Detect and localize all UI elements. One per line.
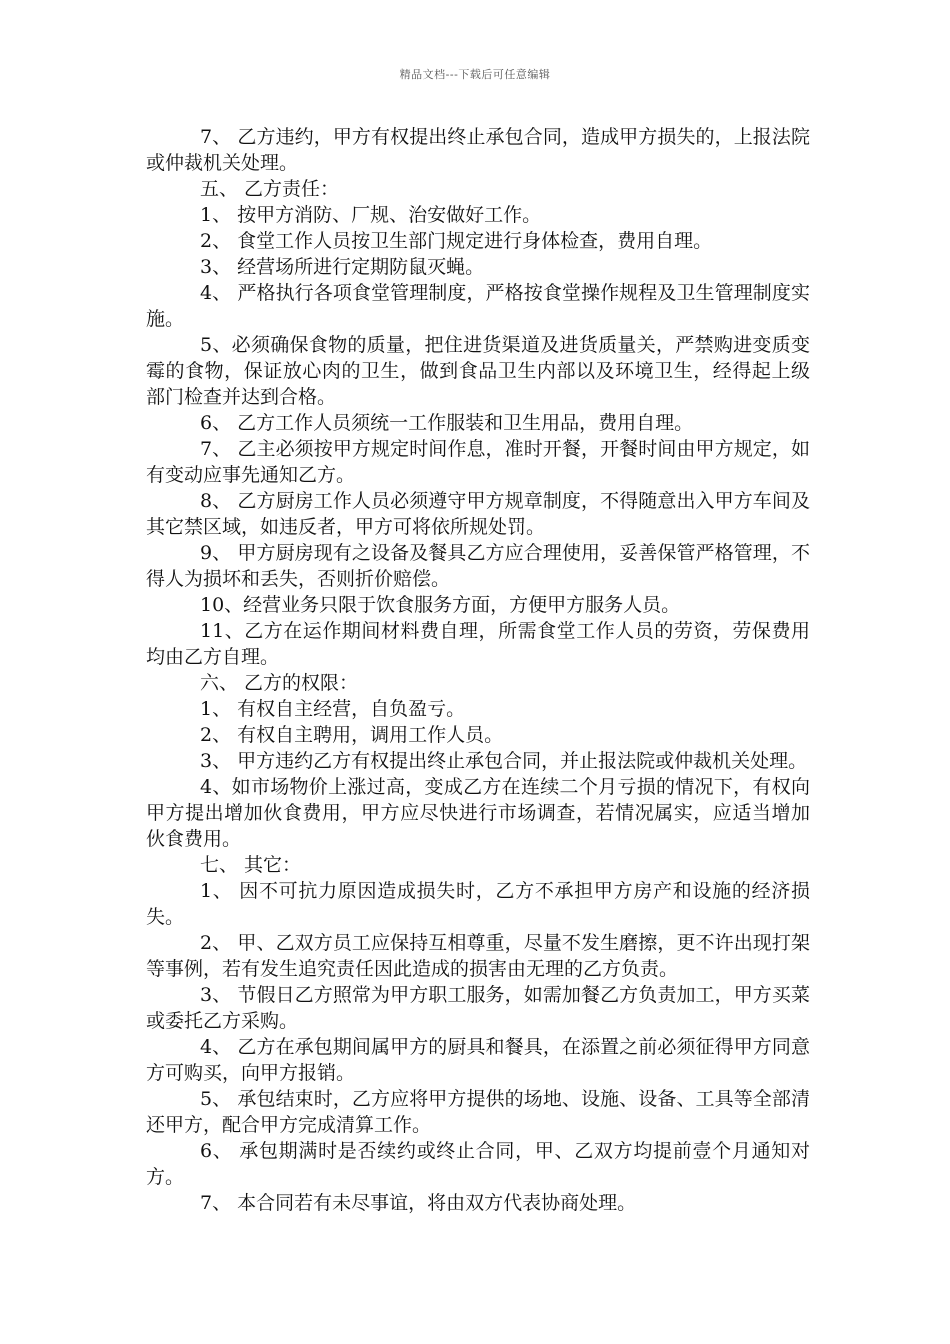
paragraph: 2、 甲、乙双方员工应保持互相尊重，尽量不发生磨擦，更不许出现打架等事例，若有发生追究责任因此造成的损害由无理的乙方负责。 [146, 932, 810, 980]
section-heading: 七、 其它： [200, 854, 302, 876]
paragraph: 11、乙方在运作期间材料费自理，所需食堂工作人员的劳资，劳保费用均由乙方自理。 [146, 620, 810, 668]
paragraph: 7、 本合同若有未尽事谊，将由双方代表协商处理。 [200, 1192, 637, 1214]
section-heading: 五、 乙方责任： [200, 178, 340, 200]
paragraph: 9、 甲方厨房现有之设备及餐具乙方应合理使用，妥善保管严格管理，不得人为损坏和丢失，否则折价赔偿。 [146, 542, 810, 590]
paragraph: 4、如市场物价上涨过高，变成乙方在连续二个月亏损的情况下，有权向甲方提出增加伙食费用，甲方应尽快进行市场调查，若情况属实，应适当增加伙食费用。 [146, 776, 810, 850]
paragraph: 5、必须确保食物的质量，把住进货渠道及进货质量关，严禁购进变质变霉的食物，保证放心肉的卫生，做到食品卫生内部以及环境卫生，经得起上级部门检查并达到合格。 [146, 334, 810, 408]
paragraph: 5、 承包结束时，乙方应将甲方提供的场地、设施、设备、工具等全部清还甲方，配合甲方完成清算工作。 [146, 1088, 810, 1136]
paragraph: 4、 严格执行各项食堂管理制度，严格按食堂操作规程及卫生管理制度实施。 [146, 282, 810, 330]
paragraph: 6、 乙方工作人员须统一工作服装和卫生用品，费用自理。 [200, 412, 694, 434]
section-heading: 六、 乙方的权限： [200, 672, 359, 694]
paragraph: 8、 乙方厨房工作人员必须遵守甲方规章制度，不得随意出入甲方车间及其它禁区域，如违反者，甲方可将依所规处罚。 [146, 490, 810, 538]
paragraph: 1、 按甲方消防、厂规、治安做好工作。 [200, 204, 542, 226]
paragraph: 10、经营业务只限于饮食服务方面，方便甲方服务人员。 [200, 594, 681, 616]
paragraph: 3、 节假日乙方照常为甲方职工服务，如需加餐乙方负责加工，甲方买菜或委托乙方采购。 [146, 984, 810, 1032]
paragraph: 7、 乙方违约，甲方有权提出终止承包合同，造成甲方损失的，上报法院或仲裁机关处理。 [146, 126, 810, 174]
paragraph: 3、 经营场所进行定期防鼠灭蝇。 [200, 256, 485, 278]
paragraph: 7、 乙主必须按甲方规定时间作息，准时开餐，开餐时间由甲方规定，如有变动应事先通知乙方。 [146, 438, 810, 486]
paragraph: 2、 有权自主聘用，调用工作人员。 [200, 724, 504, 746]
paragraph: 4、 乙方在承包期间属甲方的厨具和餐具，在添置之前必须征得甲方同意方可购买，向甲方报销。 [146, 1036, 810, 1084]
paragraph: 1、 因不可抗力原因造成损失时，乙方不承担甲方房产和设施的经济损失。 [146, 880, 810, 928]
paragraph: 6、 承包期满时是否续约或终止合同，甲、乙双方均提前壹个月通知对方。 [146, 1140, 810, 1188]
paragraph: 1、 有权自主经营，自负盈亏。 [200, 698, 466, 720]
paragraph: 3、 甲方违约乙方有权提出终止承包合同，并止报法院或仲裁机关处理。 [200, 750, 808, 772]
page-header: 精品文档---下载后可任意编辑 [399, 68, 551, 81]
document-body [146, 124, 810, 1216]
paragraph: 2、 食堂工作人员按卫生部门规定进行身体检查，费用自理。 [200, 230, 713, 252]
